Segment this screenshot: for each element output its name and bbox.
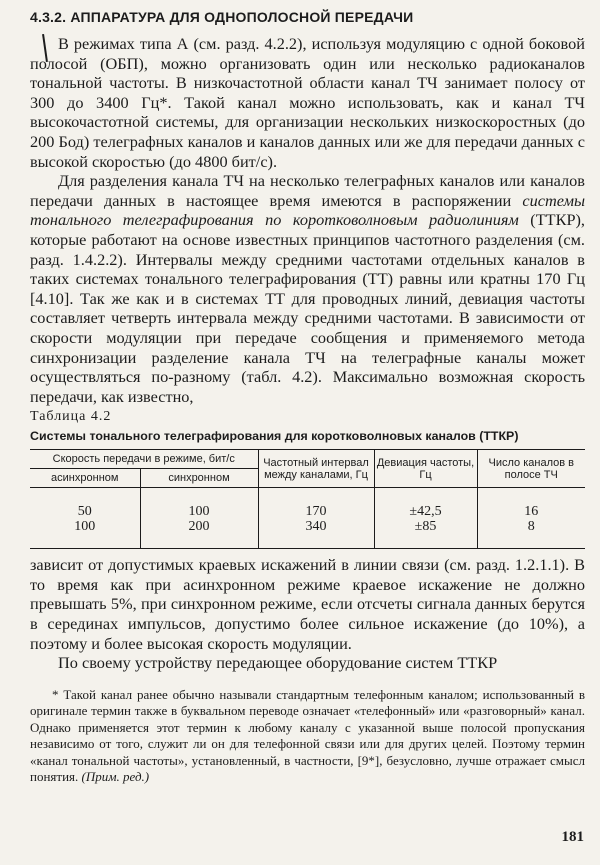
paragraph-2-italic: системы тонального телеграфирования по коротковолновым радиолиниям — [30, 190, 585, 230]
footnote-text: * Такой канал ранее обычно называли стандартным телефонным каналом; использованный в оригинале термин также в буквальном переводе означает «телефонный» или «разговорный» канал. Однако применяется этот термин к любому каналу с указанной выше полосой пропускания независимо от того, служит ли он для телефонной связи или для других целей. Поэтому термин «канал тональной частоты», установленный, в частности, [9*], безусловно, лучше отражает смысл понятия. — [30, 686, 585, 785]
header-async: асинхронном — [30, 469, 140, 488]
table-label: Таблица 4.2 — [30, 409, 112, 425]
cell-spacing: 170 — [258, 504, 374, 519]
page-number: 181 — [561, 829, 584, 845]
footnote-note: (Прим. ред.) — [81, 769, 150, 785]
cell-spacing: 340 — [258, 519, 374, 549]
header-deviation: Девиация частоты, Гц — [374, 450, 477, 488]
section-heading: 4.3.2. АППАРАТУРА ДЛЯ ОДНОПОЛОСНОЙ ПЕРЕДАЧИ — [30, 9, 414, 25]
page-content — [30, 8, 585, 786]
cell-channels: 8 — [477, 519, 585, 549]
table-row — [30, 519, 585, 549]
header-speed: Скорость передачи в режиме, бит/с — [30, 450, 258, 469]
footnote — [30, 687, 585, 786]
header-channels: Число каналов в полосе ТЧ — [477, 450, 585, 488]
header-spacing: Частотный интервал между каналами, Гц — [258, 450, 374, 488]
paragraph-4: По своему устройству передающее оборудование систем ТТКР — [58, 653, 498, 673]
cell-deviation: ±42,5 — [374, 504, 477, 519]
data-table — [30, 449, 585, 549]
paragraph-3: зависит от допустимых краевых искажений в линии связи (см. разд. 1.2.1.1). В то время как при асинхронном режиме краевое искажение не должно превышать 5%, при синхронном режиме, если отсчеты сигнала данных берутся в серединах импульсов, допустимо более сильное искажение (до 10%), а поэтому и более высокая скорость модуляции. — [30, 555, 585, 653]
cell-async: 50 — [77, 504, 92, 520]
paragraph-2-before: Для разделения канала ТЧ на несколько телеграфных каналов или каналов передачи данных в настоящее время имеются в распоряжении — [30, 171, 585, 210]
cell-deviation: ±85 — [374, 519, 477, 549]
header-sync: синхронном — [140, 469, 258, 488]
table-title: Системы тонального телеграфирования для коротковолновых каналов (ТТКР) — [30, 429, 519, 444]
paragraph-1: В режимах типа А (см. разд. 4.2.2), используя модуляцию с одной боковой полосой (ОБП), можно организовать один или несколько радиоканалов тональной частоты. В низкочастотной области канал ТЧ занимает полосу от 300 до 3400 Гц*. Такой канал можно использовать, как и канал ТЧ высокочастотной системы, для организации нескольких низкоскоростных (до 200 Бод) телеграфных каналов и каналов данных или же для передачи данных с высокой скоростью (до 4800 бит/с). — [30, 34, 585, 171]
paragraph-2-after: (ТТКР), которые работают на основе известных принципов частотного разделения (см. разд. 1.4.2.2). Интервалы между средними частотами отдельных каналов в таких системах тонального телеграфирования (ТТ) равны или кратны 170 Гц [4.10]. Так же как и в системах ТТ для проводных линий, девиация частоты составляет четверть интервала между средними частотами. В зависимости от скорости модуляции при передаче сообщения и применяемого метода синхронизации разделение канала ТЧ на телеграфные каналы может осуществляться по-разному (табл. 4.2). Максимально возможная скорость передачи, как известно, — [30, 210, 585, 406]
cell-async: 100 — [30, 519, 140, 549]
cell-sync: 100 — [140, 504, 258, 519]
paragraph-2 — [30, 171, 585, 406]
cell-channels: 16 — [477, 504, 585, 519]
table-row — [30, 504, 585, 519]
cell-sync: 200 — [140, 519, 258, 549]
